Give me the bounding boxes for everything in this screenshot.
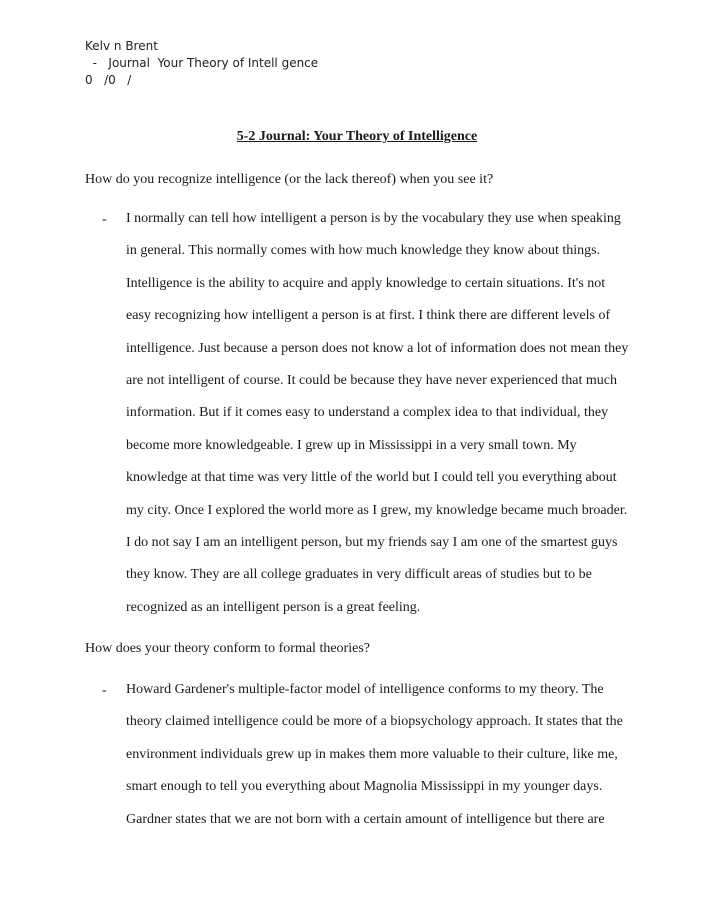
paragraph-line: my city. Once I explored the world more as I grew, my knowledge became much broader.	[126, 502, 628, 518]
bullet-marker-2: -	[102, 683, 107, 698]
paragraph-line: in general. This normally comes with how much knowledge they know about things.	[126, 243, 601, 259]
question-1: How do you recognize intelligence (or the lack thereof) when you see it?	[85, 172, 494, 187]
paragraph-line: Gardner states that we are not born with a certain amount of intelligence but there are	[126, 811, 605, 827]
paragraph-line: theory claimed intelligence could be more of a biopsychology approach. It states that the	[126, 714, 623, 730]
paragraph-line: are not intelligent of course. It could be because they have never experienced that much	[126, 373, 617, 389]
paragraph-line: Howard Gardener's multiple-factor model of intelligence conforms to my theory. The	[126, 682, 604, 697]
paragraph-line: I do not say I am an intelligent person, but my friends say I am one of the smartest guys	[126, 535, 618, 551]
question-2: How does your theory conform to formal theories?	[85, 641, 370, 656]
paragraph-line: become more knowledgeable. I grew up in Mississippi in a very small town. My	[126, 437, 577, 453]
paragraph-line: knowledge at that time was very little of the world but I could tell you everything about	[126, 470, 617, 486]
paragraph-line: I normally can tell how intelligent a person is by the vocabulary they use when speaking	[126, 211, 621, 226]
paragraph-line: recognized as an intelligent person is a great feeling.	[126, 599, 421, 615]
paragraph-line: information. But if it comes easy to understand a complex idea to that individual, they	[126, 405, 609, 421]
bullet-marker-1: -	[102, 212, 107, 227]
paragraph-line: intelligence. Just because a person does not know a lot of information does not mean they	[126, 340, 629, 356]
header-author: Kelv n Brent	[85, 39, 158, 53]
paragraph-line: they know. They are all college graduates in very difficult areas of studies but to be	[126, 567, 592, 583]
paragraph-line: smart enough to tell you everything about Magnolia Mississippi in my younger days.	[126, 779, 603, 795]
answer-2-paragraph	[126, 674, 646, 836]
paragraph-line: Intelligence is the ability to acquire and apply knowledge to certain situations. It's not	[126, 275, 606, 291]
answer-1-paragraph	[126, 203, 646, 624]
header-assignment: - Journal Your Theory of Intell gence	[85, 56, 319, 70]
header-date: 0 /0 /	[85, 73, 132, 87]
paragraph-line: environment individuals grew up in makes them more valuable to their culture, like me,	[126, 746, 618, 762]
paragraph-line: easy recognizing how intelligent a person is at first. I think there are different levels of	[126, 308, 611, 324]
page-header	[85, 38, 318, 89]
document-title: 5-2 Journal: Your Theory of Intelligence	[236, 129, 478, 144]
